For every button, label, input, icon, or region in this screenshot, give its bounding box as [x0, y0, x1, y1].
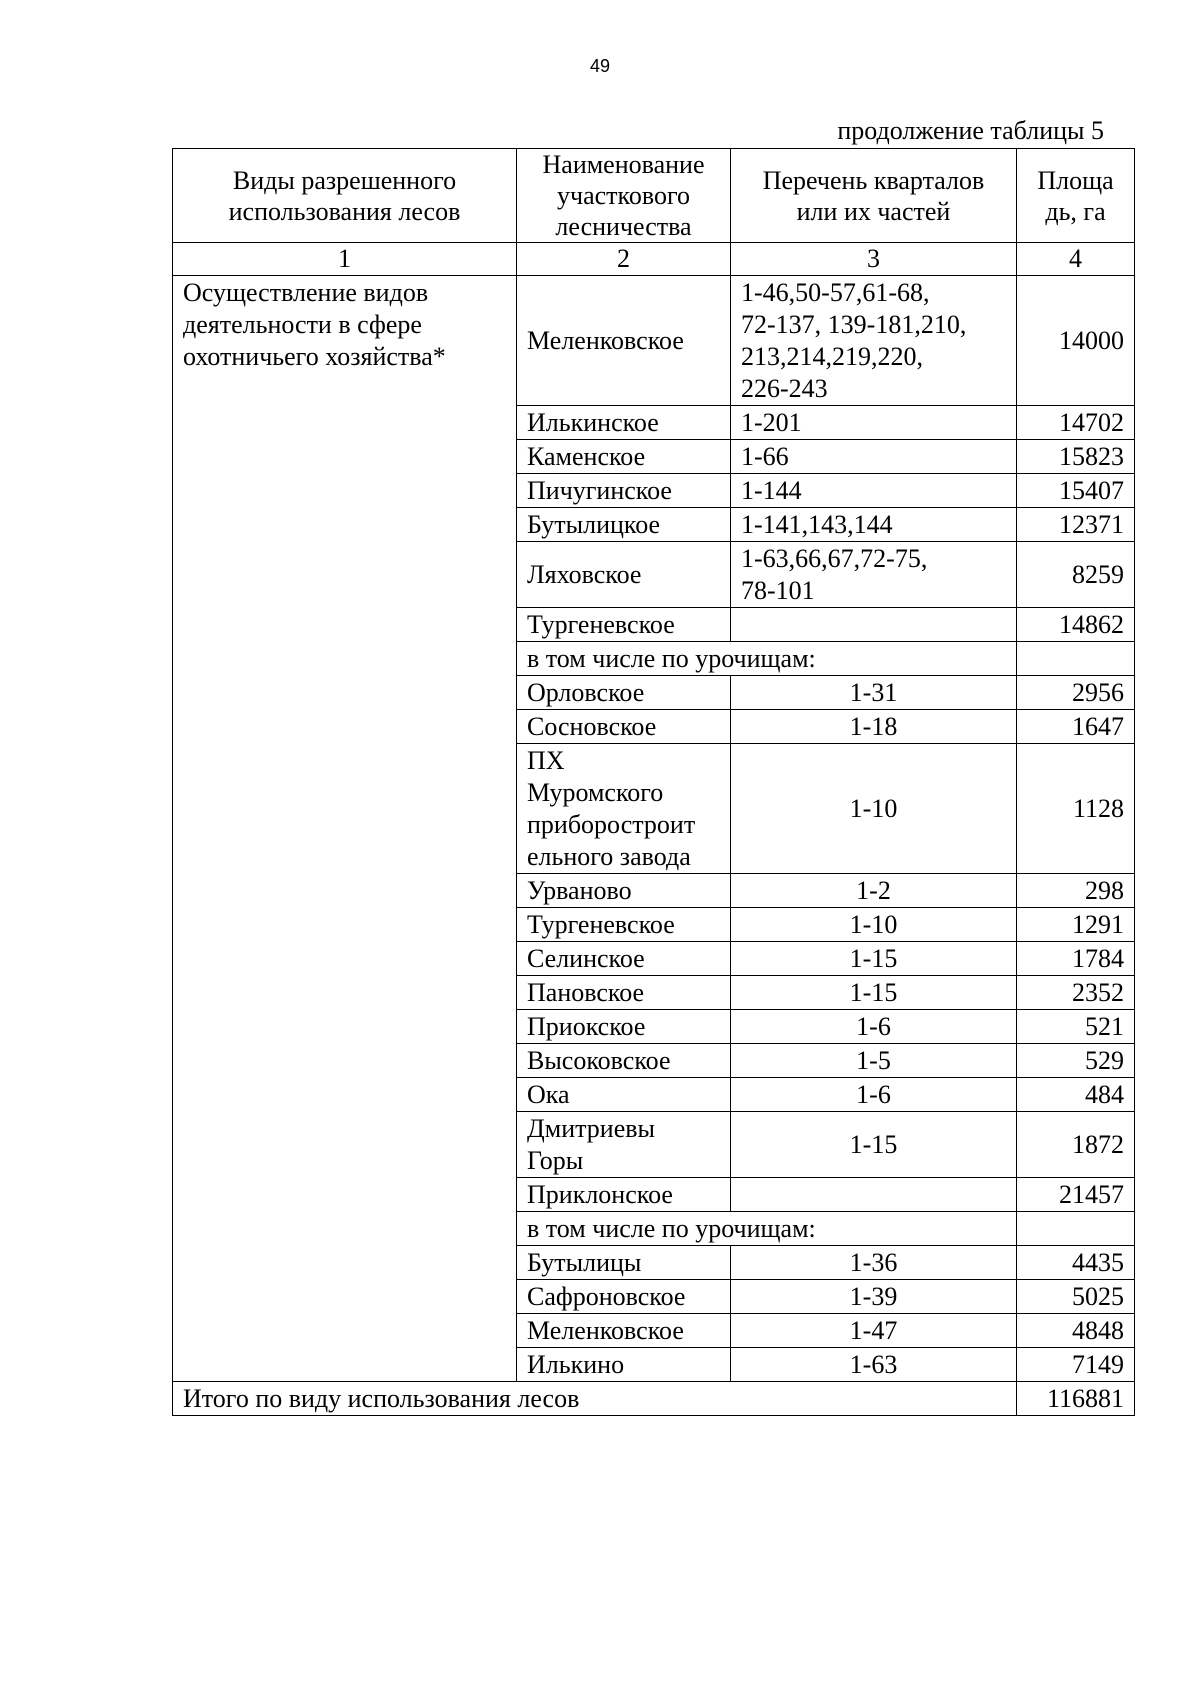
header-line: Виды разрешенного [232, 165, 457, 195]
usage-type-line: деятельности в сфере [183, 310, 422, 339]
area-cell: 529 [1017, 1044, 1135, 1078]
forestry-name-cell [517, 1314, 731, 1348]
forestry-name-line: Меленковское [527, 325, 684, 355]
quarters-line: 78-101 [741, 575, 815, 605]
column-number: 1 [173, 243, 517, 276]
quarters-line: 1-39 [849, 1281, 898, 1311]
quarters-cell [731, 440, 1017, 474]
area-cell: 5025 [1017, 1280, 1135, 1314]
area-cell: 7149 [1017, 1348, 1135, 1382]
quarters-line: 1-10 [849, 793, 898, 823]
quarters-line: 226-243 [741, 373, 828, 403]
forestry-name-cell [517, 1112, 731, 1178]
header-area [1017, 149, 1135, 243]
forestry-name-cell [517, 542, 731, 608]
forestry-name-cell [517, 508, 731, 542]
column-number: 2 [517, 243, 731, 276]
forestry-name-cell [517, 474, 731, 508]
quarters-cell [731, 1078, 1017, 1112]
quarters-line: 1-63,66,67,72-75, [741, 543, 928, 573]
quarters-cell [731, 710, 1017, 744]
forestry-name-cell [517, 710, 731, 744]
usage-type-cell [173, 276, 517, 1382]
area-cell: 12371 [1017, 508, 1135, 542]
quarters-cell [731, 542, 1017, 608]
quarters-cell [731, 676, 1017, 710]
column-number: 4 [1017, 243, 1135, 276]
area-cell: 484 [1017, 1078, 1135, 1112]
subdivision-label: в том числе по урочищам: [517, 642, 1017, 676]
quarters-line: 1-31 [849, 677, 898, 707]
forestry-name-cell [517, 1044, 731, 1078]
forestry-name-line: Тургеневское [527, 609, 675, 639]
forestry-name-cell [517, 976, 731, 1010]
quarters-cell [731, 874, 1017, 908]
forestry-name-line: Муромского [527, 777, 664, 807]
header-row [173, 149, 1135, 243]
quarters-line: 1-47 [849, 1315, 898, 1345]
quarters-cell [731, 1314, 1017, 1348]
quarters-cell [731, 1348, 1017, 1382]
forestry-name-cell [517, 1010, 731, 1044]
header-line: дь, га [1045, 196, 1106, 226]
quarters-cell [731, 908, 1017, 942]
forestry-name-line: Приклонское [527, 1179, 673, 1209]
table-caption: продолжение таблицы 5 [837, 116, 1104, 145]
forestry-name-line: Приокское [527, 1011, 646, 1041]
forestry-name-cell [517, 1078, 731, 1112]
forestry-name-line: Меленковское [527, 1315, 684, 1345]
quarters-cell [731, 1246, 1017, 1280]
quarters-line: 1-6 [856, 1079, 891, 1109]
area-cell: 2352 [1017, 976, 1135, 1010]
forestry-name-line: Орловское [527, 677, 645, 707]
area-cell: 1291 [1017, 908, 1135, 942]
area-cell: 4848 [1017, 1314, 1135, 1348]
forestry-name-line: Ляховское [527, 559, 642, 589]
forestry-name-line: Пановское [527, 977, 645, 1007]
header-line: Наименование [542, 150, 705, 179]
table-row [173, 276, 1135, 406]
quarters-line: 1-144 [741, 475, 802, 505]
area-cell: 4435 [1017, 1246, 1135, 1280]
forestry-name-cell [517, 1280, 731, 1314]
forestry-name-cell [517, 908, 731, 942]
forestry-name-line: ПХ [527, 745, 565, 775]
forestry-name-line: Илькино [527, 1349, 625, 1379]
forestry-name-line: приборостроит [527, 809, 696, 839]
area-cell: 521 [1017, 1010, 1135, 1044]
quarters-line: 1-201 [741, 407, 802, 437]
forestry-name-line: Дмитриевы [527, 1113, 655, 1143]
forestry-name-line: Сосновское [527, 711, 657, 741]
header-line: Площа [1037, 165, 1114, 195]
quarters-line: 1-66 [741, 441, 789, 471]
header-line: Перечень кварталов [762, 165, 985, 195]
forestry-name-line: ельного завода [527, 841, 691, 871]
quarters-cell [731, 744, 1017, 874]
area-cell [1017, 1212, 1135, 1246]
forest-use-table [172, 148, 1135, 1416]
quarters-cell [731, 1010, 1017, 1044]
quarters-cell [731, 276, 1017, 406]
area-cell: 21457 [1017, 1178, 1135, 1212]
quarters-line: 1-63 [849, 1349, 898, 1379]
quarters-cell [731, 608, 1017, 642]
area-cell: 1128 [1017, 744, 1135, 874]
quarters-line: 1-10 [849, 909, 898, 939]
forestry-name-line: Илькинское [527, 407, 659, 437]
quarters-cell [731, 406, 1017, 440]
forestry-name-cell [517, 1246, 731, 1280]
quarters-line: 1-15 [849, 1129, 898, 1159]
header-line: участкового [557, 181, 690, 210]
forestry-name-cell [517, 874, 731, 908]
header-usage-type [173, 149, 517, 243]
forestry-name-line: Сафроновское [527, 1281, 686, 1311]
quarters-cell [731, 1178, 1017, 1212]
quarters-line: 1-15 [849, 943, 898, 973]
quarters-line: 1-6 [856, 1011, 891, 1041]
area-cell: 8259 [1017, 542, 1135, 608]
quarters-cell [731, 942, 1017, 976]
column-number-row [173, 243, 1135, 276]
quarters-line: 213,214,219,220, [741, 341, 923, 371]
quarters-line: 1-46,50-57,61-68, [741, 277, 930, 307]
usage-type-line: охотничьего хозяйства* [183, 342, 446, 371]
total-label: Итого по виду использования лесов [173, 1382, 1017, 1416]
forestry-name-line: Горы [527, 1145, 584, 1175]
area-cell: 14862 [1017, 608, 1135, 642]
forestry-name-line: Пичугинское [527, 475, 672, 505]
forestry-name-cell [517, 406, 731, 440]
forestry-name-line: Бутылицы [527, 1247, 642, 1277]
area-cell: 2956 [1017, 676, 1135, 710]
forestry-name-line: Ока [527, 1079, 570, 1109]
quarters-cell [731, 976, 1017, 1010]
forestry-name-cell [517, 440, 731, 474]
forestry-name-line: Урваново [527, 875, 632, 905]
area-cell: 15407 [1017, 474, 1135, 508]
forestry-name-cell [517, 608, 731, 642]
forestry-name-line: Каменское [527, 441, 646, 471]
area-cell [1017, 642, 1135, 676]
forestry-name-cell [517, 676, 731, 710]
quarters-cell [731, 1112, 1017, 1178]
page-number: 49 [589, 56, 611, 76]
total-row [173, 1382, 1135, 1416]
quarters-line: 1-2 [856, 875, 891, 905]
quarters-line: 1-15 [849, 977, 898, 1007]
forestry-name-cell [517, 744, 731, 874]
area-cell: 14000 [1017, 276, 1135, 406]
area-cell: 15823 [1017, 440, 1135, 474]
area-cell: 298 [1017, 874, 1135, 908]
quarters-line: 1-36 [849, 1247, 898, 1277]
forestry-name-cell [517, 1178, 731, 1212]
column-number: 3 [731, 243, 1017, 276]
quarters-cell [731, 1280, 1017, 1314]
subdivision-label: в том числе по урочищам: [517, 1212, 1017, 1246]
forestry-name-cell [517, 276, 731, 406]
quarters-cell [731, 474, 1017, 508]
forestry-name-line: Высоковское [527, 1045, 671, 1075]
area-cell: 1647 [1017, 710, 1135, 744]
total-area: 116881 [1017, 1382, 1135, 1416]
header-quarters [731, 149, 1017, 243]
header-line: или их частей [796, 196, 951, 226]
quarters-cell [731, 1044, 1017, 1078]
forestry-name-cell [517, 1348, 731, 1382]
usage-type-line: Осуществление видов [183, 278, 429, 307]
area-cell: 1872 [1017, 1112, 1135, 1178]
header-line: лесничества [555, 212, 692, 241]
area-cell: 1784 [1017, 942, 1135, 976]
header-line: использования лесов [228, 196, 461, 226]
quarters-line: 1-5 [856, 1045, 891, 1075]
quarters-line: 72-137, 139-181,210, [741, 309, 967, 339]
quarters-line: 1-141,143,144 [741, 509, 893, 539]
forestry-name-line: Бутылицкое [527, 509, 661, 539]
forestry-name-cell [517, 942, 731, 976]
forestry-name-line: Селинское [527, 943, 645, 973]
quarters-line: 1-18 [849, 711, 898, 741]
forestry-name-line: Тургеневское [527, 909, 675, 939]
area-cell: 14702 [1017, 406, 1135, 440]
header-forestry-name [517, 149, 731, 243]
quarters-cell [731, 508, 1017, 542]
